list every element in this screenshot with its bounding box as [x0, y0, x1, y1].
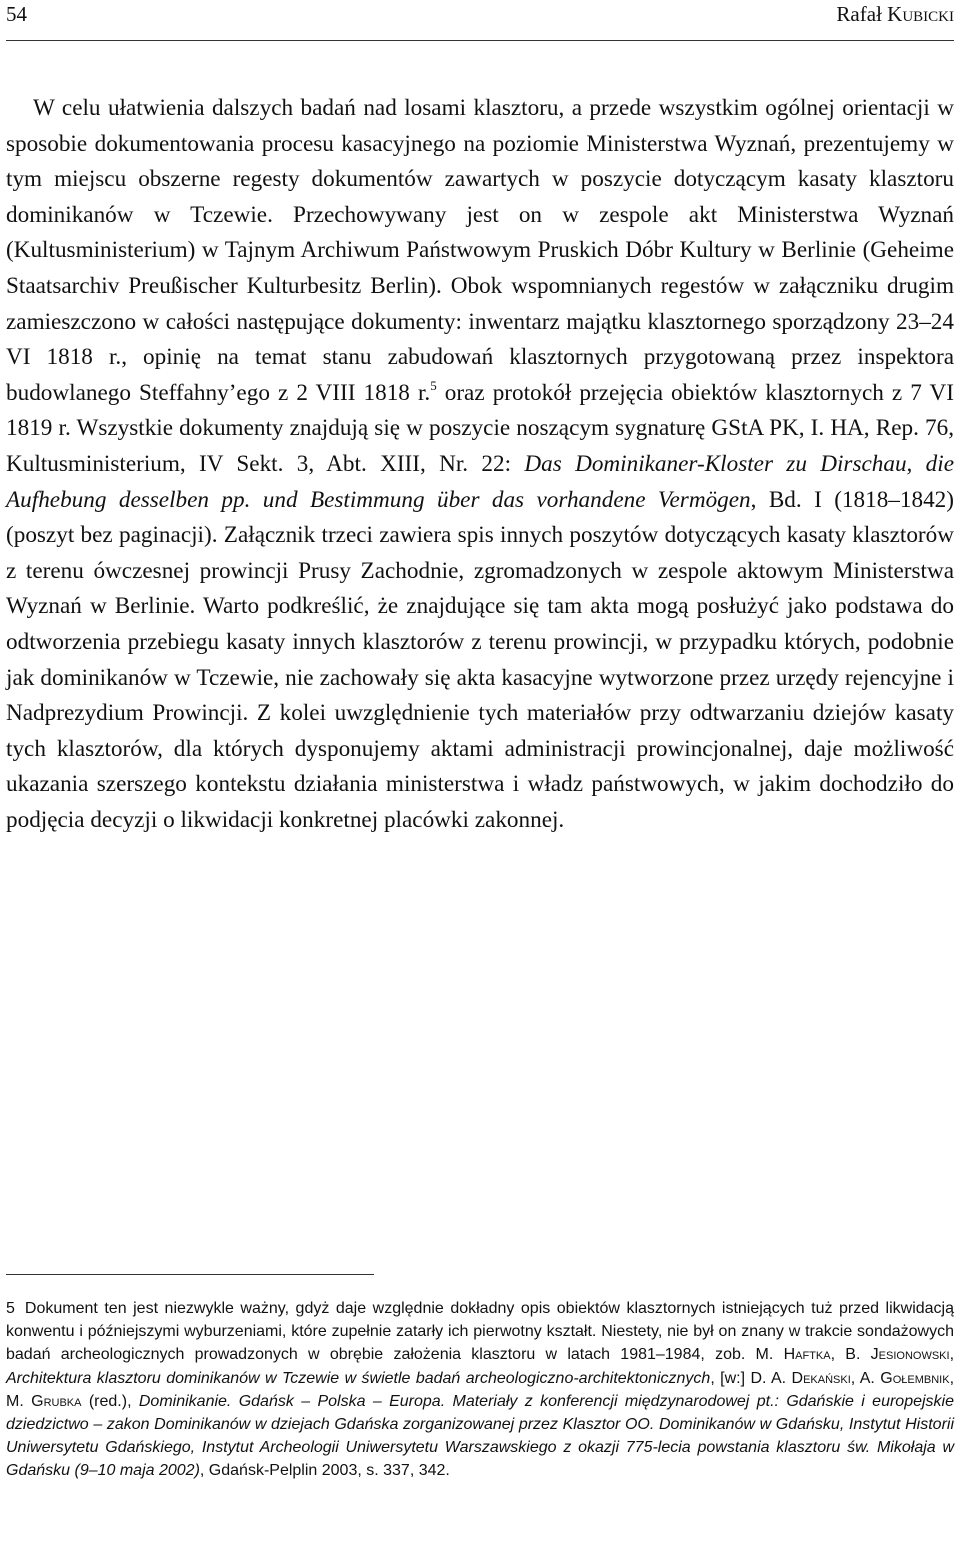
- footnote-separator: [6, 1274, 374, 1275]
- page-number: 54: [6, 2, 27, 26]
- footnote: [6, 1297, 954, 1483]
- footnote-segment: , [w:] D. A.: [710, 1369, 792, 1387]
- author-last-name: Kubicki: [887, 2, 954, 26]
- author-name: Haftka: [783, 1346, 831, 1364]
- author-name: Jesionowski: [870, 1346, 950, 1364]
- paragraph: [6, 91, 954, 838]
- running-head-author: [836, 2, 954, 27]
- author-name: Grubka: [31, 1392, 82, 1410]
- footnote-segment: , M.: [6, 1369, 955, 1410]
- footnote-segment: ,: [949, 1346, 955, 1364]
- paragraph-text: oraz protokół przejęcia obiektów klasztornych z 7 VI 1819 r. Wszystkie dokumenty znajdują się w poszycie noszącym sygnaturę GStA PK, I. HA, Rep. 76, Kultusministerium, IV Sekt. 3, Abt. XIII, Nr. 22:: [6, 379, 954, 477]
- footnote-segment: , A.: [850, 1369, 881, 1387]
- footnote-segment: (red.),: [81, 1392, 139, 1410]
- cited-title: Dominikanie. Gdańsk – Polska – Europa. Materiały z konferencji międzynarodowej pt.: Gdańskie i europejskie dziedzictwo – zakon Dominikanów w dziejach Gdańska zorganizowanej przez Klasztor OO. Dominikanów w Gdańsku, Instytut Historii Uniwersytetu Gdańskiego, Instytut Archeologii Uniwersytetu Warszawskiego z okazji 775-lecia powstania klasztoru św. Mikołaja w Gdańsku (9–10 maja 2002): [6, 1392, 955, 1480]
- footnote-segment: Dokument ten jest niezwykle ważny, gdyż daje względnie dokładny opis obiektów klasztornych istniejących tuż przed likwidacją konwentu i późniejszymi wyburzeniami, które zupełnie zatarły ich pierwotny kształt. Niestety, nie był on znany w trakcie sondażowych badań archeologicznych prowadzonych w obrębie założenia klasztoru w latach 1981–1984, zob. M.: [6, 1300, 954, 1364]
- footnote-segment: , B.: [830, 1346, 871, 1364]
- author-first-name: Rafał: [836, 2, 888, 26]
- author-name: Dekański: [791, 1369, 851, 1387]
- footnote-reference: 5: [430, 378, 437, 394]
- cited-title: Architektura klasztoru dominikanów w Tczewie w świetle badań archeologiczno-architektonicznych: [6, 1369, 711, 1387]
- footnote-number: 5: [6, 1300, 15, 1317]
- paragraph-text: W celu ułatwienia dalszych badań nad losami klasztoru, a przede wszystkim ogólnej orientacji w sposobie dokumentowania procesu kasacyjnego na poziomie Ministerstwa Wyznań, prezentujemy w tym miejscu obszerne regesty dokumentów zawartych w poszycie dotyczącym kasaty klasztoru dominikanów w Tczewie. Przechowywany jest on w zespole akt Ministerstwa Wyznań (Kultusministerium) w Tajnym Archiwum Państwowym Pruskich Dóbr Kultury w Berlinie (Geheime Staatsarchiv Preußischer Kulturbesitz Berlin). Obok wspomnianych regestów w załączniku drugim zamieszczono w całości następujące dokumenty: inwentarz majątku klasztornego sporządzony 23–24 VI 1818 r., opinię na temat stanu zabudowań klasztornych przygotowaną przez inspektora budowlanego Steffahny’ego z 2 VIII 1818 r.: [6, 95, 954, 406]
- archive-title: Das Dominikaner-Kloster zu Dirschau, die Aufhebung desselben pp. und Bestimmung über das vorhandene Vermögen: [6, 450, 955, 513]
- footnote-segment: , Gdańsk-Pelplin 2003, s. 337, 342.: [199, 1462, 450, 1480]
- main-text: [6, 91, 954, 838]
- page-header: [6, 0, 954, 41]
- paragraph-text: , Bd. I (1818–1842) (poszyt bez paginacji). Załącznik trzeci zawiera spis innych poszytów dotyczących kasaty klasztorów z terenu ówczesnej prowincji Prusy Zachodnie, zgromadzonych w zespole aktowym Ministerstwa Wyznań w Berlinie. Warto podkreślić, że znajdujące się tam akta mogą posłużyć jako podstawa do odtworzenia przebiegu kasaty innych klasztorów z terenu prowincji, w przypadku których, podobnie jak dominikanów w Tczewie, nie zachowały się akta kasacyjne wytworzone przez urzędy rejencyjne i Nadprezydium Prowincji. Z kolei uwzględnienie tych materiałów przy odtwarzaniu dziejów kasaty tych klasztorów, dla których dysponujemy aktami administracji prowincjonalnej, daje możliwość ukazania szerszego kontekstu działania ministerstwa i władz państwowych, w jakim dochodziło do podjęcia decyzji o likwidacji konkretnej placówki zakonnej.: [6, 486, 954, 833]
- footnote-text: [6, 1297, 954, 1483]
- author-name: Gołembnik: [880, 1369, 950, 1387]
